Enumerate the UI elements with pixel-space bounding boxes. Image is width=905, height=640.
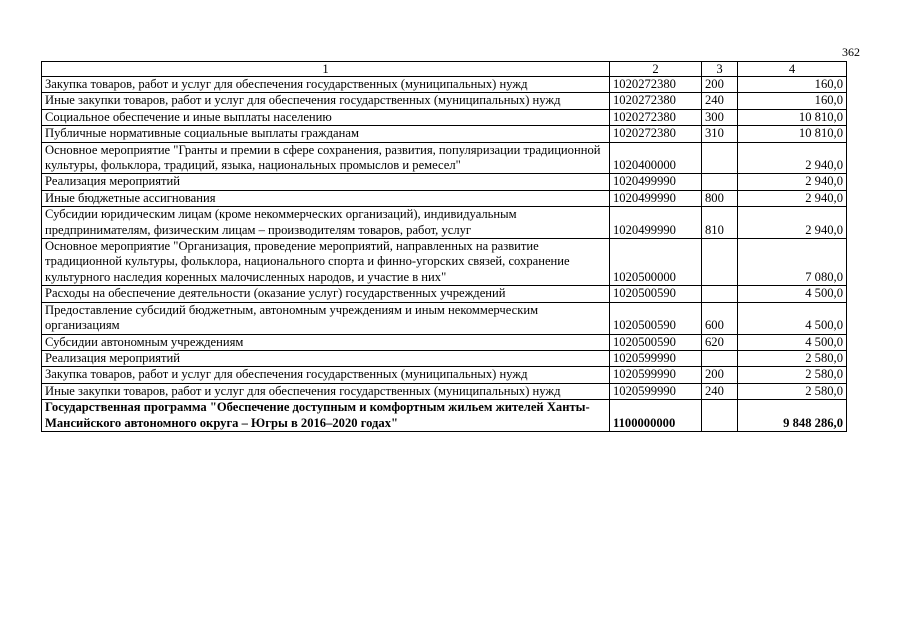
row-code-cell: 1020500590 (610, 334, 702, 350)
header-cell-name: 1 (42, 62, 610, 77)
table-row (42, 174, 847, 190)
row-code-cell: 1020599990 (610, 367, 702, 383)
table-row (42, 350, 847, 366)
row-code-cell: 1020500590 (610, 286, 702, 302)
row-name-cell: Реализация мероприятий (42, 174, 610, 190)
table-row (42, 367, 847, 383)
header-cell-sum: 4 (738, 62, 847, 77)
table-row (42, 207, 847, 239)
table-row (42, 93, 847, 109)
row-type-cell (702, 400, 738, 432)
table-row (42, 400, 847, 432)
row-sum-cell: 7 080,0 (738, 239, 847, 286)
row-sum-cell: 4 500,0 (738, 334, 847, 350)
row-code-cell: 1020499990 (610, 190, 702, 206)
row-code-cell: 1020272380 (610, 93, 702, 109)
row-name-cell: Иные бюджетные ассигнования (42, 190, 610, 206)
row-type-cell: 200 (702, 367, 738, 383)
row-sum-cell: 2 940,0 (738, 174, 847, 190)
table-row (42, 142, 847, 174)
row-type-cell (702, 286, 738, 302)
row-name-cell: Основное мероприятие "Гранты и премии в сфере сохранения, развития, популяризации традиционной культуры, фольклора, традиций, языка, национальных промыслов и ремесел" (42, 142, 610, 174)
row-name-cell: Иные закупки товаров, работ и услуг для обеспечения государственных (муниципальных) нужд (42, 383, 610, 399)
table-row (42, 383, 847, 399)
row-sum-cell: 10 810,0 (738, 126, 847, 142)
row-sum-cell: 160,0 (738, 77, 847, 93)
row-name-cell: Закупка товаров, работ и услуг для обеспечения государственных (муниципальных) нужд (42, 77, 610, 93)
row-sum-cell: 2 940,0 (738, 207, 847, 239)
row-code-cell: 1020500000 (610, 239, 702, 286)
row-type-cell (702, 239, 738, 286)
budget-table (41, 61, 847, 432)
table-row (42, 302, 847, 334)
row-code-cell: 1020272380 (610, 126, 702, 142)
row-sum-cell: 2 580,0 (738, 367, 847, 383)
row-code-cell: 1020400000 (610, 142, 702, 174)
table-row (42, 109, 847, 125)
table-row (42, 239, 847, 286)
row-sum-cell: 160,0 (738, 93, 847, 109)
row-name-cell: Основное мероприятие "Организация, проведение мероприятий, направленных на развитие традиционной культуры, фольклора, национального спорта и финно-угорских связей, сохранение культурного наследия коренных малочисленных народов, и участие в них" (42, 239, 610, 286)
row-type-cell: 200 (702, 77, 738, 93)
row-sum-cell: 10 810,0 (738, 109, 847, 125)
row-sum-cell: 2 580,0 (738, 383, 847, 399)
table-header-row (42, 62, 847, 77)
table-row (42, 286, 847, 302)
row-code-cell: 1020499990 (610, 174, 702, 190)
row-type-cell: 600 (702, 302, 738, 334)
row-name-cell: Социальное обеспечение и иные выплаты населению (42, 109, 610, 125)
row-sum-cell: 4 500,0 (738, 302, 847, 334)
row-name-cell: Государственная программа "Обеспечение доступным и комфортным жильем жителей Ханты-Мансийского автономного округа – Югры в 2016–2020 годах" (42, 400, 610, 432)
table-row (42, 334, 847, 350)
row-name-cell: Расходы на обеспечение деятельности (оказание услуг) государственных учреждений (42, 286, 610, 302)
row-code-cell: 1020499990 (610, 207, 702, 239)
row-type-cell: 620 (702, 334, 738, 350)
page-number: 362 (842, 45, 860, 59)
row-code-cell: 1020599990 (610, 350, 702, 366)
row-name-cell: Субсидии юридическим лицам (кроме некоммерческих организаций), индивидуальным предпринимателям, физическим лицам – производителям товаров, работ, услуг (42, 207, 610, 239)
row-code-cell: 1020599990 (610, 383, 702, 399)
row-type-cell: 310 (702, 126, 738, 142)
row-sum-cell: 2 940,0 (738, 142, 847, 174)
row-type-cell: 240 (702, 383, 738, 399)
row-code-cell: 1020272380 (610, 109, 702, 125)
row-type-cell: 810 (702, 207, 738, 239)
row-name-cell: Закупка товаров, работ и услуг для обеспечения государственных (муниципальных) нужд (42, 367, 610, 383)
header-cell-type: 3 (702, 62, 738, 77)
row-code-cell: 1020500590 (610, 302, 702, 334)
table-row (42, 190, 847, 206)
row-name-cell: Публичные нормативные социальные выплаты гражданам (42, 126, 610, 142)
row-name-cell: Реализация мероприятий (42, 350, 610, 366)
row-name-cell: Предоставление субсидий бюджетным, автономным учреждениям и иным некоммерческим организациям (42, 302, 610, 334)
row-type-cell (702, 350, 738, 366)
row-name-cell: Субсидии автономным учреждениям (42, 334, 610, 350)
table-row (42, 77, 847, 93)
row-type-cell: 240 (702, 93, 738, 109)
row-name-cell: Иные закупки товаров, работ и услуг для обеспечения государственных (муниципальных) нужд (42, 93, 610, 109)
header-cell-code: 2 (610, 62, 702, 77)
row-type-cell (702, 142, 738, 174)
row-sum-cell: 2 940,0 (738, 190, 847, 206)
row-type-cell (702, 174, 738, 190)
row-sum-cell: 4 500,0 (738, 286, 847, 302)
row-code-cell: 1020272380 (610, 77, 702, 93)
row-sum-cell: 9 848 286,0 (738, 400, 847, 432)
table-row (42, 126, 847, 142)
row-type-cell: 300 (702, 109, 738, 125)
row-code-cell: 1100000000 (610, 400, 702, 432)
row-type-cell: 800 (702, 190, 738, 206)
row-sum-cell: 2 580,0 (738, 350, 847, 366)
